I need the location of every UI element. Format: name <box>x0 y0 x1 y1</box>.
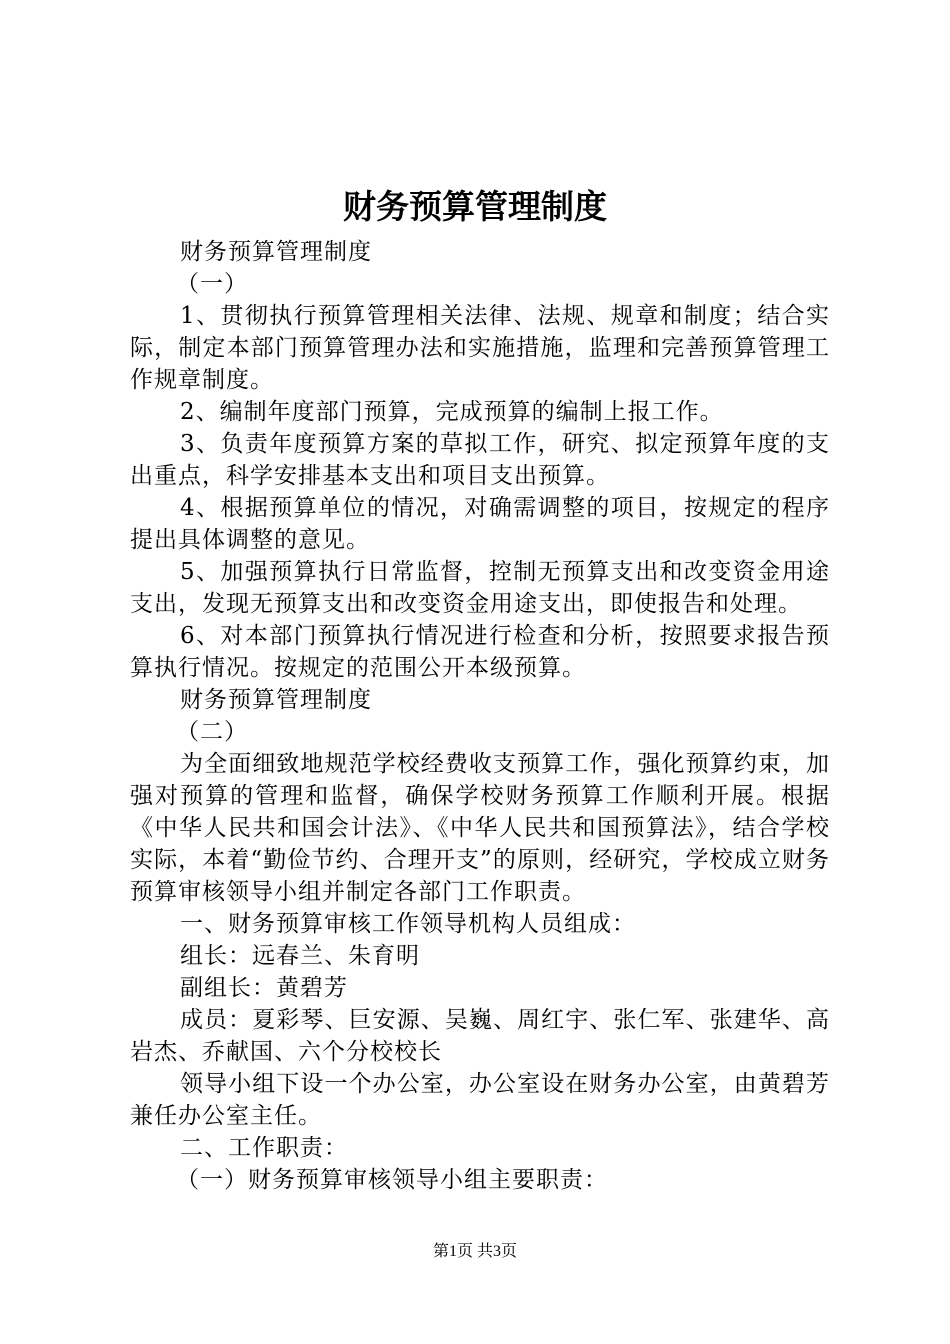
paragraph: 2、编制年度部门预算，完成预算的编制上报工作。 <box>180 399 724 425</box>
page-footer: 第1页 共3页 <box>432 1243 517 1260</box>
paragraph: 6、对本部门预算执行情况进行检查和分析，按照要求报告预算执行情况。按规定的范围公开本级预算。 <box>130 623 830 681</box>
paragraph: 二、工作职责： <box>180 1135 348 1161</box>
paragraph: 副组长：黄碧芳 <box>180 975 348 1001</box>
paragraph: （一）财务预算审核领导小组主要职责： <box>176 1167 608 1193</box>
paragraph: 4、根据预算单位的情况，对确需调整的项目，按规定的程序提出具体调整的意见。 <box>130 495 830 553</box>
paragraph: 为全面细致地规范学校经费收支预算工作，强化预算约束，加强对预算的管理和监督，确保学校财务预算工作顺利开展。根据《中华人民共和国会计法》、《中华人民共和国预算法》，结合学校实际，本着“勤俭节约、合理开支”的原则，经研究，学校成立财务预算审核领导小组并制定各部门工作职责。 <box>130 751 830 905</box>
paragraph: 一、财务预算审核工作领导机构人员组成： <box>180 911 636 937</box>
paragraph: 成员：夏彩琴、巨安源、吴巍、周红宇、张仁军、张建华、高岩杰、乔献国、六个分校校长 <box>130 1007 830 1065</box>
section-heading: 财务预算管理制度 <box>180 239 372 265</box>
paragraph: 5、加强预算执行日常监督，控制无预算支出和改变资金用途支出，发现无预算支出和改变资金用途支出，即使报告和处理。 <box>130 559 830 617</box>
section-heading: 财务预算管理制度 <box>180 687 372 713</box>
paragraph: 1、贯彻执行预算管理相关法律、法规、规章和制度；结合实际，制定本部门预算管理办法和实施措施，监理和完善预算管理工作规章制度。 <box>130 303 830 393</box>
section-number: （二） <box>176 719 248 745</box>
document-title: 财务预算管理制度 <box>343 187 607 226</box>
paragraph: 组长：远春兰、朱育明 <box>180 943 420 969</box>
section-number: （一） <box>176 271 248 297</box>
document-body <box>130 236 830 1196</box>
paragraph: 领导小组下设一个办公室，办公室设在财务办公室，由黄碧芳兼任办公室主任。 <box>130 1071 830 1129</box>
paragraph: 3、负责年度预算方案的草拟工作，研究、拟定预算年度的支出重点，科学安排基本支出和项目支出预算。 <box>130 431 830 489</box>
